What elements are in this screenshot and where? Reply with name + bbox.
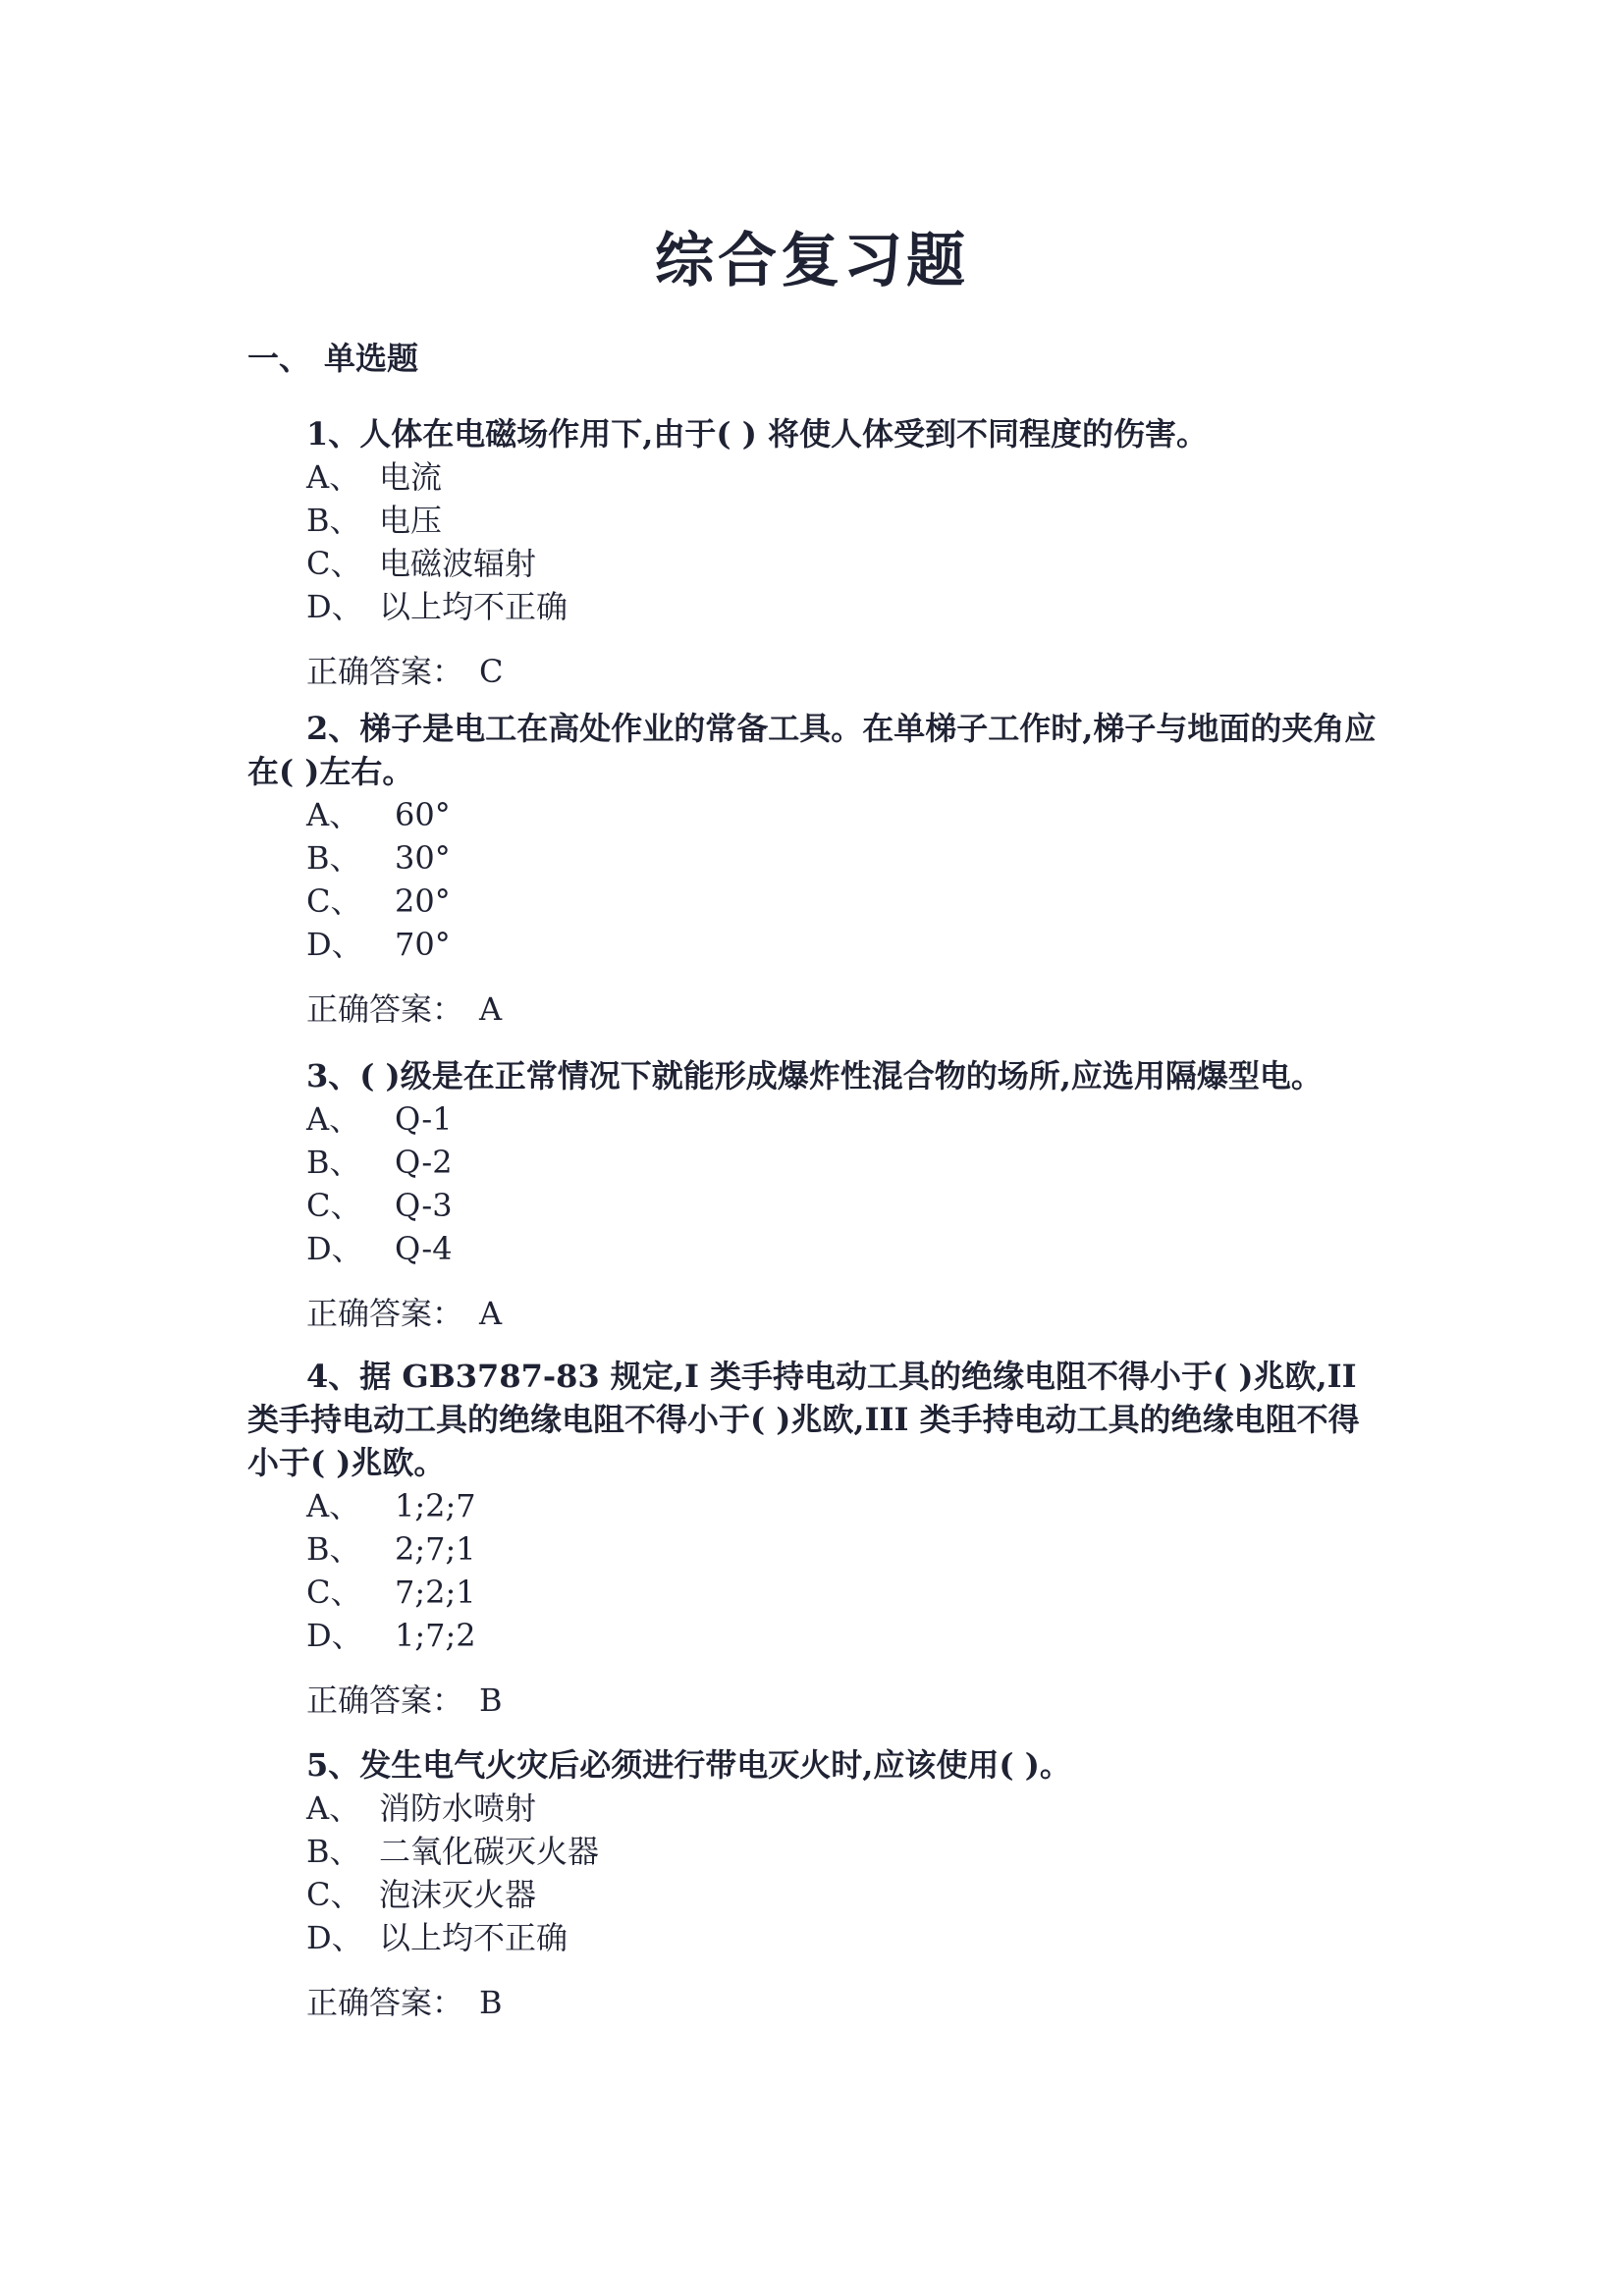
option-text: 泡沫灭火器	[379, 1876, 537, 1913]
option-letter: D、	[306, 1617, 363, 1654]
option-text: Q-2	[395, 1144, 453, 1181]
correct-answer	[247, 1679, 1386, 1722]
question-stem: 1、人体在电磁场作用下,由于( ) 将使人体受到不同程度的伤害。	[306, 415, 1208, 453]
answer-label: 正确答案：	[306, 1682, 464, 1719]
option-c	[306, 1571, 1386, 1614]
option-letter: A、	[306, 458, 361, 496]
option-letter: B、	[306, 502, 361, 539]
option-letter: D、	[306, 588, 363, 625]
option-letter: C、	[306, 882, 362, 920]
option-text: 60°	[395, 796, 451, 833]
question-stem: 3、( )级是在正常情况下就能形成爆炸性混合物的场所,应选用隔爆型电。	[306, 1057, 1323, 1095]
option-d	[306, 923, 1386, 966]
option-text: 2;7;1	[395, 1530, 476, 1568]
document-title: 综合复习题	[655, 227, 969, 295]
option-a	[306, 455, 1386, 499]
section-title: 单选题	[324, 340, 419, 377]
option-text: 1;7;2	[395, 1617, 476, 1654]
option-letter: B、	[306, 1144, 361, 1181]
option-text: Q-3	[395, 1187, 453, 1224]
option-list	[247, 1484, 1386, 1657]
option-a	[306, 1787, 1386, 1830]
option-c	[306, 880, 1386, 923]
option-text: Q-1	[395, 1100, 453, 1138]
option-text: 以上均不正确	[379, 1919, 568, 1956]
option-d	[306, 1614, 1386, 1657]
option-letter: D、	[306, 1230, 363, 1267]
option-letter: A、	[306, 1789, 361, 1827]
correct-answer	[247, 1292, 1386, 1335]
option-letter: B、	[306, 1530, 361, 1568]
option-b	[306, 1141, 1386, 1184]
question-5	[247, 1743, 1386, 2024]
option-list	[247, 455, 1386, 628]
answer-value: B	[479, 1682, 503, 1719]
option-text: 70°	[395, 926, 451, 963]
correct-answer	[247, 650, 1386, 693]
option-c	[306, 1873, 1386, 1916]
answer-value: A	[479, 990, 503, 1028]
option-letter: C、	[306, 1187, 362, 1224]
question-3	[247, 1054, 1386, 1335]
option-d	[306, 1916, 1386, 1959]
option-text: 以上均不正确	[379, 588, 568, 625]
option-text: 消防水喷射	[379, 1789, 537, 1827]
question-1	[247, 412, 1386, 693]
answer-label: 正确答案：	[306, 1984, 464, 2021]
answer-value: C	[479, 653, 504, 690]
option-text: 1;2;7	[395, 1487, 476, 1524]
option-a	[306, 1484, 1386, 1527]
answer-value: A	[479, 1295, 503, 1332]
question-stem: 4、据 GB3787-83 规定,I 类手持电动工具的绝缘电阻不得小于( )兆欧,II 类手持电动工具的绝缘电阻不得小于( )兆欧,III 类手持电动工具的绝缘电阻不得小于( )兆欧。	[247, 1358, 1360, 1481]
option-letter: B、	[306, 839, 361, 877]
option-c	[306, 1184, 1386, 1227]
option-letter: C、	[306, 1574, 362, 1611]
option-text: 20°	[395, 882, 451, 920]
option-letter: C、	[306, 1876, 362, 1913]
option-d	[306, 1227, 1386, 1270]
option-letter: A、	[306, 1100, 361, 1138]
section-heading	[247, 334, 418, 379]
option-a	[306, 1097, 1386, 1141]
question-4	[247, 1355, 1386, 1722]
question-stem: 5、发生电气火灾后必须进行带电灭火时,应该使用( )。	[306, 1746, 1071, 1784]
question-stem: 2、梯子是电工在高处作业的常备工具。在单梯子工作时,梯子与地面的夹角应在( )左右。	[247, 710, 1377, 790]
option-c	[306, 542, 1386, 585]
answer-label: 正确答案：	[306, 1295, 464, 1332]
option-text: 30°	[395, 839, 451, 877]
option-text: 电磁波辐射	[379, 545, 537, 582]
option-text: 二氧化碳灭火器	[379, 1833, 600, 1870]
option-list	[247, 1787, 1386, 1959]
option-b	[306, 499, 1386, 542]
option-letter: C、	[306, 545, 362, 582]
question-2	[247, 707, 1386, 1031]
option-text: 7;2;1	[395, 1574, 476, 1611]
option-list	[247, 1097, 1386, 1270]
option-text: 电流	[379, 458, 443, 496]
option-b	[306, 1830, 1386, 1873]
option-letter: A、	[306, 1487, 361, 1524]
option-letter: D、	[306, 1919, 363, 1956]
option-text: 电压	[379, 502, 443, 539]
option-b	[306, 836, 1386, 880]
section-number: 一、	[247, 340, 311, 377]
correct-answer	[247, 988, 1386, 1031]
correct-answer	[247, 1981, 1386, 2024]
option-a	[306, 793, 1386, 836]
answer-value: B	[479, 1984, 503, 2021]
answer-label: 正确答案：	[306, 653, 464, 690]
answer-label: 正确答案：	[306, 990, 464, 1028]
option-b	[306, 1527, 1386, 1571]
option-list	[247, 793, 1386, 966]
option-letter: D、	[306, 926, 363, 963]
option-letter: B、	[306, 1833, 361, 1870]
option-d	[306, 585, 1386, 628]
option-text: Q-4	[395, 1230, 453, 1267]
option-letter: A、	[306, 796, 361, 833]
